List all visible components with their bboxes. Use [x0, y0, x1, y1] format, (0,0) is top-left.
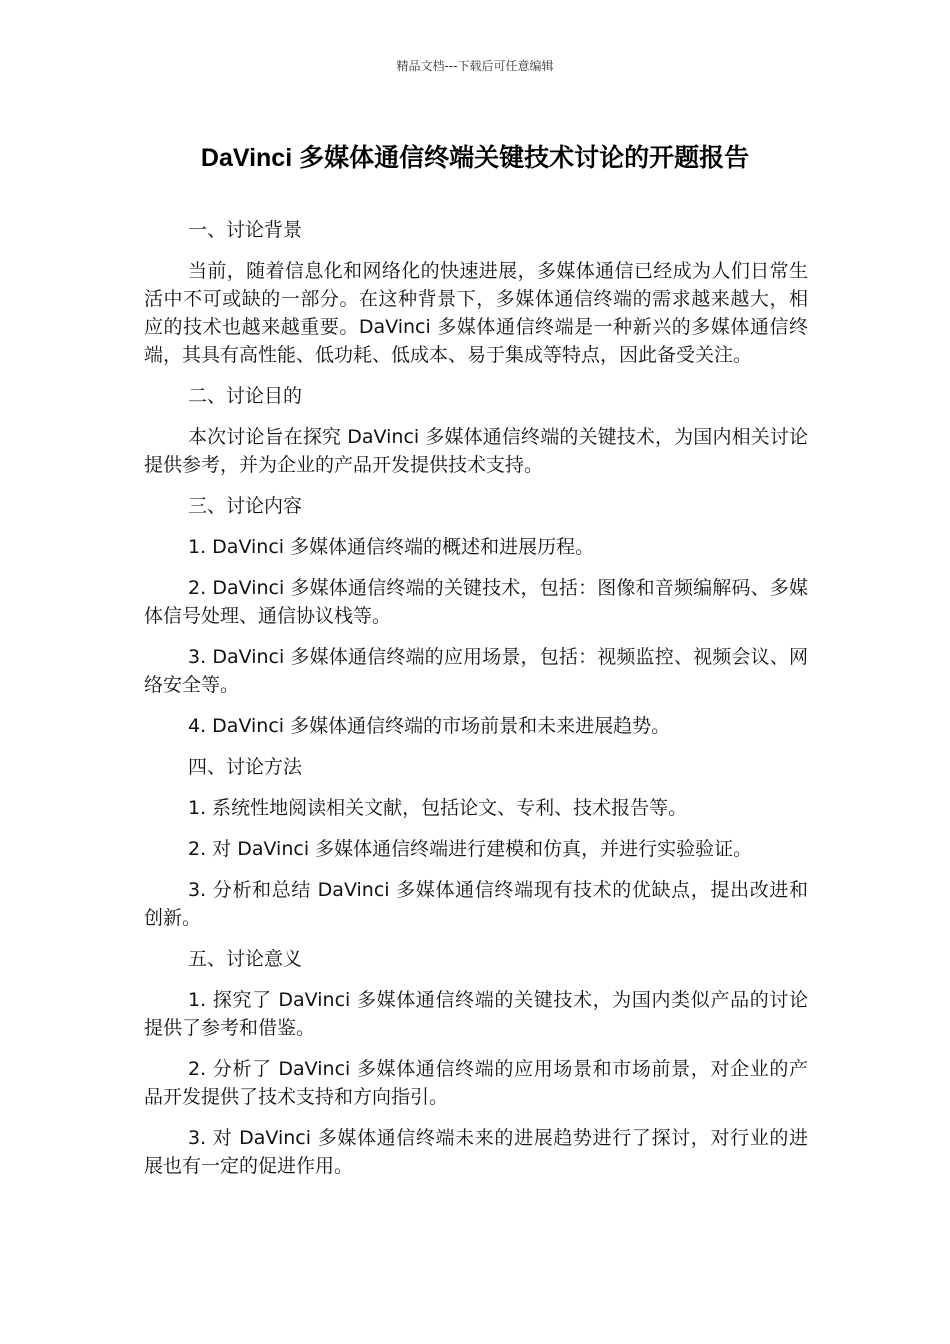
list-item-significance-1: 1. 探究了 DaVinci 多媒体通信终端的关键技术，为国内类似产品的讨论提供了参考和借鉴。 [144, 989, 808, 1039]
section-heading-purpose: 二、讨论目的 [188, 385, 303, 407]
list-item-method-1: 1. 系统性地阅读相关文献，包括论文、专利、技术报告等。 [188, 797, 688, 819]
paragraph-purpose: 本次讨论旨在探究 DaVinci 多媒体通信终端的关键技术，为国内相关讨论提供参考，并为企业的产品开发提供技术支持。 [144, 426, 808, 476]
list-item-content-4: 4. DaVinci 多媒体通信终端的市场前景和未来进展趋势。 [188, 715, 671, 737]
list-item-content-1: 1. DaVinci 多媒体通信终端的概述和进展历程。 [188, 536, 595, 558]
list-item-method-3: 3. 分析和总结 DaVinci 多媒体通信终端现有技术的优缺点，提出改进和创新。 [144, 879, 808, 929]
section-heading-content: 三、讨论内容 [188, 495, 303, 517]
document-body [144, 216, 808, 1193]
list-item-content-3: 3. DaVinci 多媒体通信终端的应用场景，包括：视频监控、视频会议、网络安全等。 [144, 646, 808, 696]
list-item-significance-3: 3. 对 DaVinci 多媒体通信终端未来的进展趋势进行了探讨，对行业的进展也有一定的促进作用。 [144, 1127, 808, 1177]
section-heading-significance: 五、讨论意义 [188, 948, 303, 970]
section-heading-method: 四、讨论方法 [188, 756, 303, 778]
section-heading-background: 一、讨论背景 [188, 219, 303, 241]
header-note: 精品文档---下载后可任意编辑 [396, 59, 554, 73]
document-title: DaVinci 多媒体通信终端关键技术讨论的开题报告 [200, 144, 750, 172]
paragraph-background: 当前，随着信息化和网络化的快速进展，多媒体通信已经成为人们日常生活中不可或缺的一部分。在这种背景下，多媒体通信终端的需求越来越大，相应的技术也越来越重要。DaVinci 多媒体通信终端是一种新兴的多媒体通信终端，其具有高性能、低功耗、低成本、易于集成等特点，因此备受关注。 [144, 260, 808, 366]
list-item-method-2: 2. 对 DaVinci 多媒体通信终端进行建模和仿真，并进行实验验证。 [188, 838, 753, 860]
list-item-content-2: 2. DaVinci 多媒体通信终端的关键技术，包括：图像和音频编解码、多媒体信号处理、通信协议栈等。 [144, 577, 808, 627]
list-item-significance-2: 2. 分析了 DaVinci 多媒体通信终端的应用场景和市场前景，对企业的产品开发提供了技术支持和方向指引。 [144, 1058, 808, 1108]
